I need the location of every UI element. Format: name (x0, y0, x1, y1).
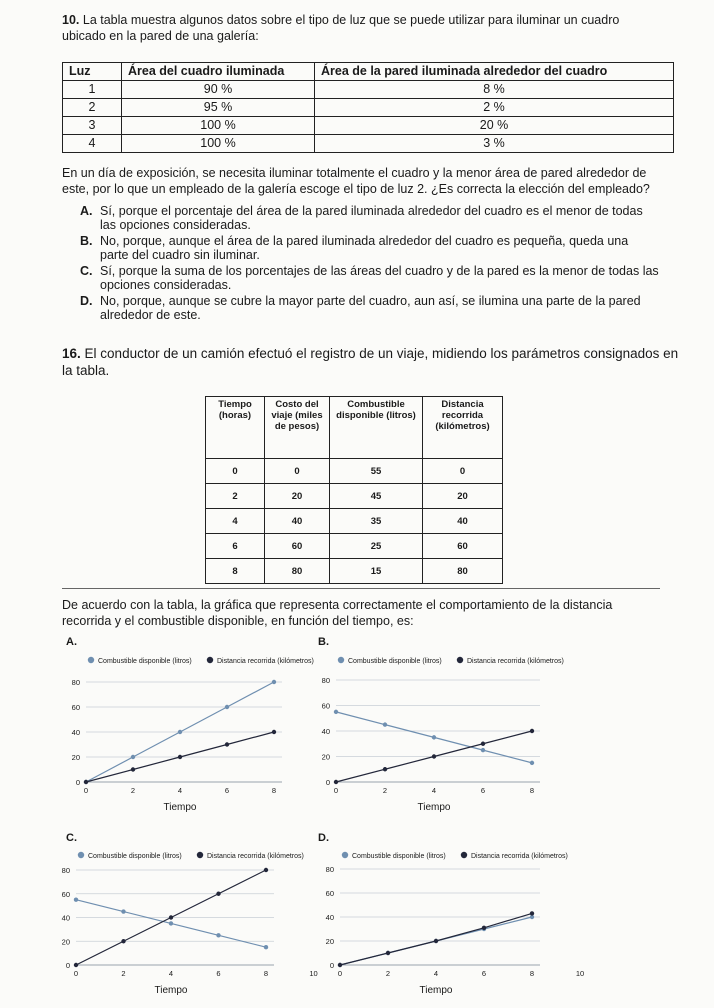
table-cell: 20 (423, 484, 503, 509)
table-cell: 3 (63, 117, 122, 135)
option-letter: B. (80, 234, 93, 248)
header-cell: Costo del viaje (miles de pesos) (265, 397, 330, 459)
x-axis-label: Tiempo (154, 985, 188, 996)
x-tick-label: 2 (130, 786, 136, 795)
x-tick-label: 0 (333, 786, 339, 795)
data-point-distance (121, 939, 125, 943)
y-tick-label: 60 (325, 889, 334, 898)
x-tick-label: 4 (177, 786, 183, 795)
data-point-distance (386, 951, 390, 955)
table-cell: 60 (265, 534, 330, 559)
option-a[interactable] (80, 205, 660, 232)
data-point-distance (434, 939, 438, 943)
data-point-distance (338, 963, 342, 967)
question-10 (62, 12, 662, 44)
header-cell: Tiempo (horas) (206, 397, 265, 459)
table-cell: 15 (330, 559, 423, 584)
legend-label-fuel: Combustible disponible (litros) (88, 853, 182, 860)
y-tick-label: 40 (71, 728, 80, 737)
x-tick-label: 6 (480, 786, 486, 795)
header-cell: Área del cuadro iluminada (122, 63, 315, 81)
table-cell: 100 % (122, 135, 315, 153)
legend-label-distance: Distancia recorrida (kilómetros) (471, 853, 568, 860)
data-point-distance (169, 915, 173, 919)
light-table (62, 62, 674, 153)
y-tick-label: 60 (61, 889, 70, 899)
chart-option-label-a[interactable]: A. (66, 636, 77, 648)
y-tick-label: 80 (321, 676, 330, 685)
trip-table-header (206, 397, 503, 459)
table-cell: 2 (63, 99, 122, 117)
data-point-distance (131, 767, 135, 771)
data-point-distance (272, 730, 276, 734)
x-tick-label: 6 (224, 786, 230, 795)
table-cell: 0 (265, 459, 330, 484)
y-tick-label: 0 (75, 778, 80, 787)
light-table-header (63, 63, 674, 81)
data-point-distance (530, 911, 534, 915)
x-tick-label: 4 (433, 969, 439, 978)
x-tick-label: 2 (382, 786, 388, 795)
legend-marker-fuel (88, 657, 94, 663)
legend-marker-distance (207, 657, 213, 663)
chart-option-label-c[interactable]: C. (66, 832, 77, 844)
legend-label-fuel: Combustible disponible (litros) (352, 853, 446, 860)
question-10-prompt: En un día de exposición, se necesita iluminar totalmente el cuadro y la menor área de pared alrededor de este, por lo que un empleado de la galería escoge el tipo de luz 2. ¿Es correcta la elección del empleado? (62, 166, 650, 196)
legend-marker-fuel (338, 657, 344, 663)
table-cell: 6 (206, 534, 265, 559)
option-letter: C. (80, 264, 93, 278)
x-tick-label: 10 (575, 969, 585, 978)
y-tick-label: 0 (325, 778, 330, 787)
legend-label-distance: Distancia recorrida (kilómetros) (207, 853, 304, 860)
data-point-fuel (530, 761, 534, 765)
table-cell: 60 (423, 534, 503, 559)
option-c[interactable] (80, 265, 660, 292)
table-row (206, 534, 503, 559)
x-tick-label: 4 (431, 786, 437, 795)
table-row (63, 135, 674, 153)
x-axis-label: Tiempo (163, 802, 197, 813)
table-cell: 8 (206, 559, 265, 584)
data-point-distance (84, 780, 88, 784)
chart-option-a (52, 648, 314, 828)
legend-marker-distance (197, 852, 203, 858)
data-point-fuel (272, 680, 276, 684)
data-point-distance (74, 963, 78, 967)
data-point-distance (383, 767, 387, 771)
data-point-distance (178, 755, 182, 759)
data-point-fuel (216, 933, 220, 937)
y-tick-label: 0 (329, 961, 334, 970)
chart-option-d (316, 843, 585, 1008)
data-point-distance (481, 742, 485, 746)
table-cell: 40 (265, 509, 330, 534)
divider (62, 588, 660, 589)
y-tick-label: 60 (71, 703, 80, 712)
x-axis-label: Tiempo (419, 985, 453, 996)
table-cell: 2 (206, 484, 265, 509)
data-point-fuel (178, 730, 182, 734)
option-text: Sí, porque el porcentaje del área de la pared iluminada alrededor del cuadro es el menor de todas las opciones consideradas. (100, 204, 643, 232)
option-text: No, porque, aunque el área de la pared iluminada alrededor del cuadro es pequeña, queda una parte del cuadro sin iluminar. (100, 234, 629, 262)
table-cell: 90 % (122, 81, 315, 99)
y-tick-label: 60 (321, 701, 330, 711)
chart-option-c (52, 843, 317, 1008)
question-10-text: La tabla muestra algunos datos sobre el tipo de luz que se puede utilizar para iluminar un cuadro ubicado en la pared de una galería: (62, 13, 620, 43)
y-tick-label: 20 (61, 937, 70, 947)
x-tick-label: 0 (83, 786, 89, 795)
table-cell: 40 (423, 509, 503, 534)
x-axis-label: Tiempo (417, 802, 451, 813)
header-cell: Distancia recorrida (kilómetros) (423, 397, 503, 459)
y-tick-label: 20 (71, 753, 80, 762)
trip-table (205, 396, 503, 584)
table-cell: 55 (330, 459, 423, 484)
header-cell: Área de la pared iluminada alrededor del cuadro (315, 63, 674, 81)
legend-label-fuel: Combustible disponible (litros) (348, 658, 442, 665)
data-point-distance (264, 868, 268, 872)
table-cell: 0 (206, 459, 265, 484)
data-point-fuel (74, 897, 78, 901)
data-point-fuel (131, 755, 135, 759)
y-tick-label: 40 (325, 913, 334, 922)
x-tick-label: 0 (337, 969, 343, 978)
x-tick-label: 8 (529, 969, 535, 978)
legend-label-fuel: Combustible disponible (litros) (98, 658, 192, 665)
legend-label-distance: Distancia recorrida (kilómetros) (217, 658, 314, 665)
table-cell: 2 % (315, 99, 674, 117)
header-cell: Luz (63, 63, 122, 81)
x-tick-label: 2 (121, 969, 126, 978)
question-16 (62, 345, 682, 379)
table-cell: 100 % (122, 117, 315, 135)
data-point-fuel (225, 705, 229, 709)
table-row (206, 459, 503, 484)
chart-option-label-b[interactable]: B. (318, 636, 329, 648)
option-letter: D. (80, 294, 93, 308)
table-cell: 3 % (315, 135, 674, 153)
legend-marker-fuel (78, 852, 84, 858)
data-point-fuel (432, 735, 436, 739)
x-tick-label: 4 (168, 969, 174, 978)
table-row (63, 117, 674, 135)
table-cell: 0 (423, 459, 503, 484)
table-cell: 95 % (122, 99, 315, 117)
data-point-distance (334, 780, 338, 784)
x-tick-label: 8 (263, 969, 269, 978)
y-tick-label: 0 (65, 961, 70, 970)
data-point-distance (225, 742, 229, 746)
y-tick-label: 20 (325, 937, 334, 946)
data-point-distance (482, 926, 486, 930)
data-point-fuel (383, 722, 387, 726)
y-tick-label: 80 (61, 866, 70, 875)
table-cell: 1 (63, 81, 122, 99)
table-cell: 4 (63, 135, 122, 153)
question-10-number: 10. (62, 13, 80, 27)
table-cell: 25 (330, 534, 423, 559)
table-row (206, 509, 503, 534)
table-row (206, 559, 503, 584)
question-16-prompt: De acuerdo con la tabla, la gráfica que representa correctamente el comportamiento de la distancia recorrida y el combustible disponible, en función del tiempo, es: (62, 598, 613, 628)
option-d[interactable] (80, 295, 660, 322)
data-point-fuel (334, 710, 338, 714)
y-tick-label: 80 (71, 678, 80, 687)
y-tick-label: 40 (61, 913, 70, 923)
y-tick-label: 20 (321, 752, 330, 762)
data-point-fuel (121, 909, 125, 913)
option-text: No, porque, aunque se cubre la mayor parte del cuadro, aun así, se ilumina una parte de la pared alrededor de este. (100, 294, 641, 322)
table-row (206, 484, 503, 509)
legend-label-distance: Distancia recorrida (kilómetros) (467, 658, 564, 665)
table-cell: 20 (265, 484, 330, 509)
table-cell: 80 (265, 559, 330, 584)
table-cell: 8 % (315, 81, 674, 99)
x-tick-label: 10 (309, 969, 318, 978)
x-tick-label: 2 (385, 969, 391, 978)
x-tick-label: 6 (216, 969, 221, 978)
data-point-fuel (264, 945, 268, 949)
y-tick-label: 40 (321, 727, 330, 736)
data-point-distance (216, 892, 220, 896)
data-point-distance (432, 754, 436, 758)
option-letter: A. (80, 204, 93, 218)
x-tick-label: 8 (529, 786, 535, 795)
chart-option-b (310, 648, 565, 828)
x-tick-label: 8 (271, 786, 277, 795)
legend-marker-fuel (342, 852, 348, 858)
x-tick-label: 6 (481, 969, 487, 978)
table-row (63, 81, 674, 99)
table-cell: 4 (206, 509, 265, 534)
question-16-text: El conductor de un camión efectuó el registro de un viaje, midiendo los parámetros consignados en la tabla. (62, 346, 679, 378)
legend-marker-distance (461, 852, 467, 858)
y-tick-label: 80 (325, 865, 334, 874)
table-cell: 45 (330, 484, 423, 509)
table-cell: 20 % (315, 117, 674, 135)
header-cell: Combustible disponible (litros) (330, 397, 423, 459)
legend-marker-distance (457, 657, 463, 663)
x-tick-label: 0 (73, 969, 79, 978)
question-16-number: 16. (62, 346, 81, 361)
data-point-fuel (481, 748, 485, 752)
option-b[interactable] (80, 235, 660, 262)
table-row (63, 99, 674, 117)
data-point-fuel (169, 921, 173, 925)
data-point-distance (530, 729, 534, 733)
table-cell: 35 (330, 509, 423, 534)
option-text: Sí, porque la suma de los porcentajes de las áreas del cuadro y de la pared es la menor de todas las opciones consideradas. (100, 264, 659, 292)
table-cell: 80 (423, 559, 503, 584)
question-10-options (80, 205, 660, 325)
chart-option-label-d[interactable]: D. (318, 832, 329, 844)
